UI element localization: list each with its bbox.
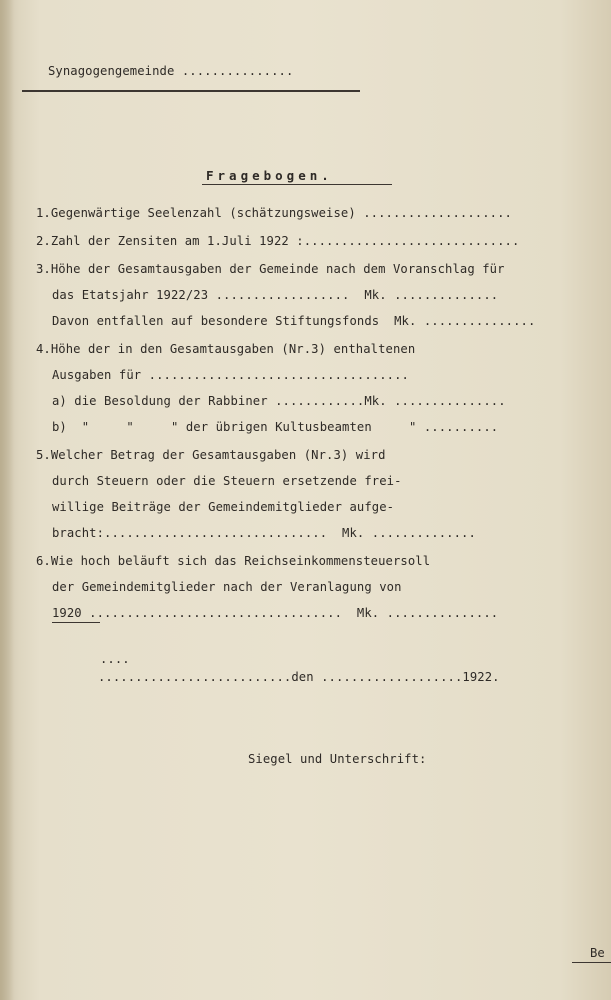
question-5-line-2: durch Steuern oder die Steuern ersetzende frei- (52, 474, 402, 488)
year-underline (52, 622, 100, 623)
question-3-line-1: 3.Höhe der Gesamtausgaben der Gemeinde nach dem Voranschlag für (36, 262, 505, 276)
question-4-line-1: 4.Höhe der in den Gesamtausgaben (Nr.3) enthaltenen (36, 342, 416, 356)
question-5-line-4: bracht:.............................. Mk. .............. (52, 526, 476, 540)
question-3-line-2: das Etatsjahr 1922/23 .................. Mk. .............. (52, 288, 499, 302)
question-5-line-1: 5.Welcher Betrag der Gesamtausgaben (Nr.3) wird (36, 448, 386, 462)
form-title: Fragebogen. (206, 168, 333, 183)
community-name-line: Synagogengemeinde ............... (48, 64, 294, 78)
question-4-line-2: Ausgaben für ................................... (52, 368, 409, 382)
signature-label: Siegel und Unterschrift: (248, 752, 427, 766)
header-underline (22, 90, 360, 92)
question-3-line-3: Davon entfallen auf besondere Stiftungsfonds Mk. ............... (52, 314, 536, 328)
question-2: 2.Zahl der Zensiten am 1.Juli 1922 :............................. (36, 234, 520, 248)
question-6-line-3: 1920 .................................. Mk. ............... (52, 606, 499, 620)
date-place-line: ..........................den ...................1922. (98, 670, 500, 684)
question-1: 1.Gegenwärtige Seelenzahl (schätzungsweise) .................... (36, 206, 512, 220)
title-underline (202, 184, 392, 185)
question-5-line-3: willige Beiträge der Gemeindemitglieder aufge- (52, 500, 395, 514)
page-turn-underline (572, 962, 611, 963)
question-6-line-2: der Gemeindemitglieder nach der Veranlagung von (52, 580, 402, 594)
question-4-line-4: b) " " " der übrigen Kultusbeamten " .......... (52, 420, 499, 434)
paper-edge-shadow (0, 0, 14, 1000)
question-4-line-3: a) die Besoldung der Rabbiner ............Mk. ............... (52, 394, 506, 408)
page-turn-word: Be (590, 946, 605, 960)
question-6-line-1: 6.Wie hoch beläuft sich das Reichseinkommensteuersoll (36, 554, 431, 568)
footer-dots: .... (100, 652, 130, 666)
